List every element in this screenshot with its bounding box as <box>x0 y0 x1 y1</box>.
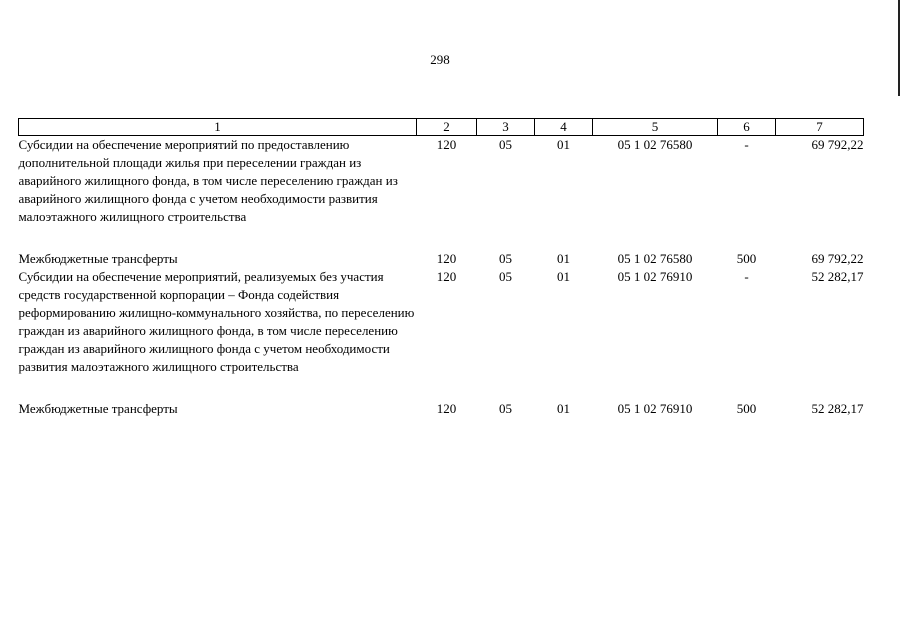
column-header: 3 <box>477 119 535 136</box>
row-amount: 69 792,22 <box>811 251 864 266</box>
column-header: 2 <box>417 119 477 136</box>
table-row <box>19 136 864 251</box>
row-code-subsection: 01 <box>557 251 570 266</box>
row-code-ministry: 120 <box>436 137 457 152</box>
row-name: Межбюджетные трансферты <box>18 401 178 416</box>
table-row <box>19 268 864 400</box>
page-number: 298 <box>430 52 450 67</box>
row-code-target: 05 1 02 76580 <box>617 251 693 266</box>
column-header: 6 <box>718 119 776 136</box>
row-code-subsection: 01 <box>557 137 570 152</box>
budget-table <box>18 118 864 418</box>
row-code-section: 05 <box>499 251 512 266</box>
row-name: Субсидии на обеспечение мероприятий, реализуемых без участия средств государственной корпорации – Фонда содействия реформированию жилищно-коммунального хозяйства, по переселению граждан из аварийного жилищного фонда, в том числе переселению граждан из аварийного жилищного фонда с учетом необходимости развития малоэтажного жилищного строительства <box>18 269 415 374</box>
table-header-row <box>19 119 864 136</box>
row-code-subsection: 01 <box>557 401 570 416</box>
table-row <box>19 250 864 268</box>
row-name: Межбюджетные трансферты <box>18 251 178 266</box>
row-code-target: 05 1 02 76910 <box>617 269 693 284</box>
row-amount: 52 282,17 <box>811 401 864 416</box>
scan-edge-mark <box>898 0 900 96</box>
row-code-section: 05 <box>499 137 512 152</box>
column-header: 7 <box>776 119 864 136</box>
row-code-expense-type: 500 <box>736 401 757 416</box>
column-header: 5 <box>593 119 718 136</box>
row-code-expense-type: - <box>744 269 749 284</box>
column-header: 4 <box>535 119 593 136</box>
row-code-section: 05 <box>499 401 512 416</box>
row-code-ministry: 120 <box>436 401 457 416</box>
row-code-ministry: 120 <box>436 251 457 266</box>
row-amount: 69 792,22 <box>811 137 864 152</box>
row-code-expense-type: 500 <box>736 251 757 266</box>
row-code-section: 05 <box>499 269 512 284</box>
row-code-ministry: 120 <box>436 269 457 284</box>
column-header: 1 <box>19 119 417 136</box>
row-amount: 52 282,17 <box>811 269 864 284</box>
row-code-expense-type: - <box>744 137 749 152</box>
row-name: Субсидии на обеспечение мероприятий по предоставлению дополнительной площади жилья при переселении граждан из аварийного жилищного фонда, в том числе переселению граждан из аварийного жилищного фонда с учетом необходимости развития малоэтажного жилищного строительства <box>18 137 398 224</box>
table-row <box>19 400 864 418</box>
row-code-subsection: 01 <box>557 269 570 284</box>
row-code-target: 05 1 02 76580 <box>617 137 693 152</box>
row-code-target: 05 1 02 76910 <box>617 401 693 416</box>
